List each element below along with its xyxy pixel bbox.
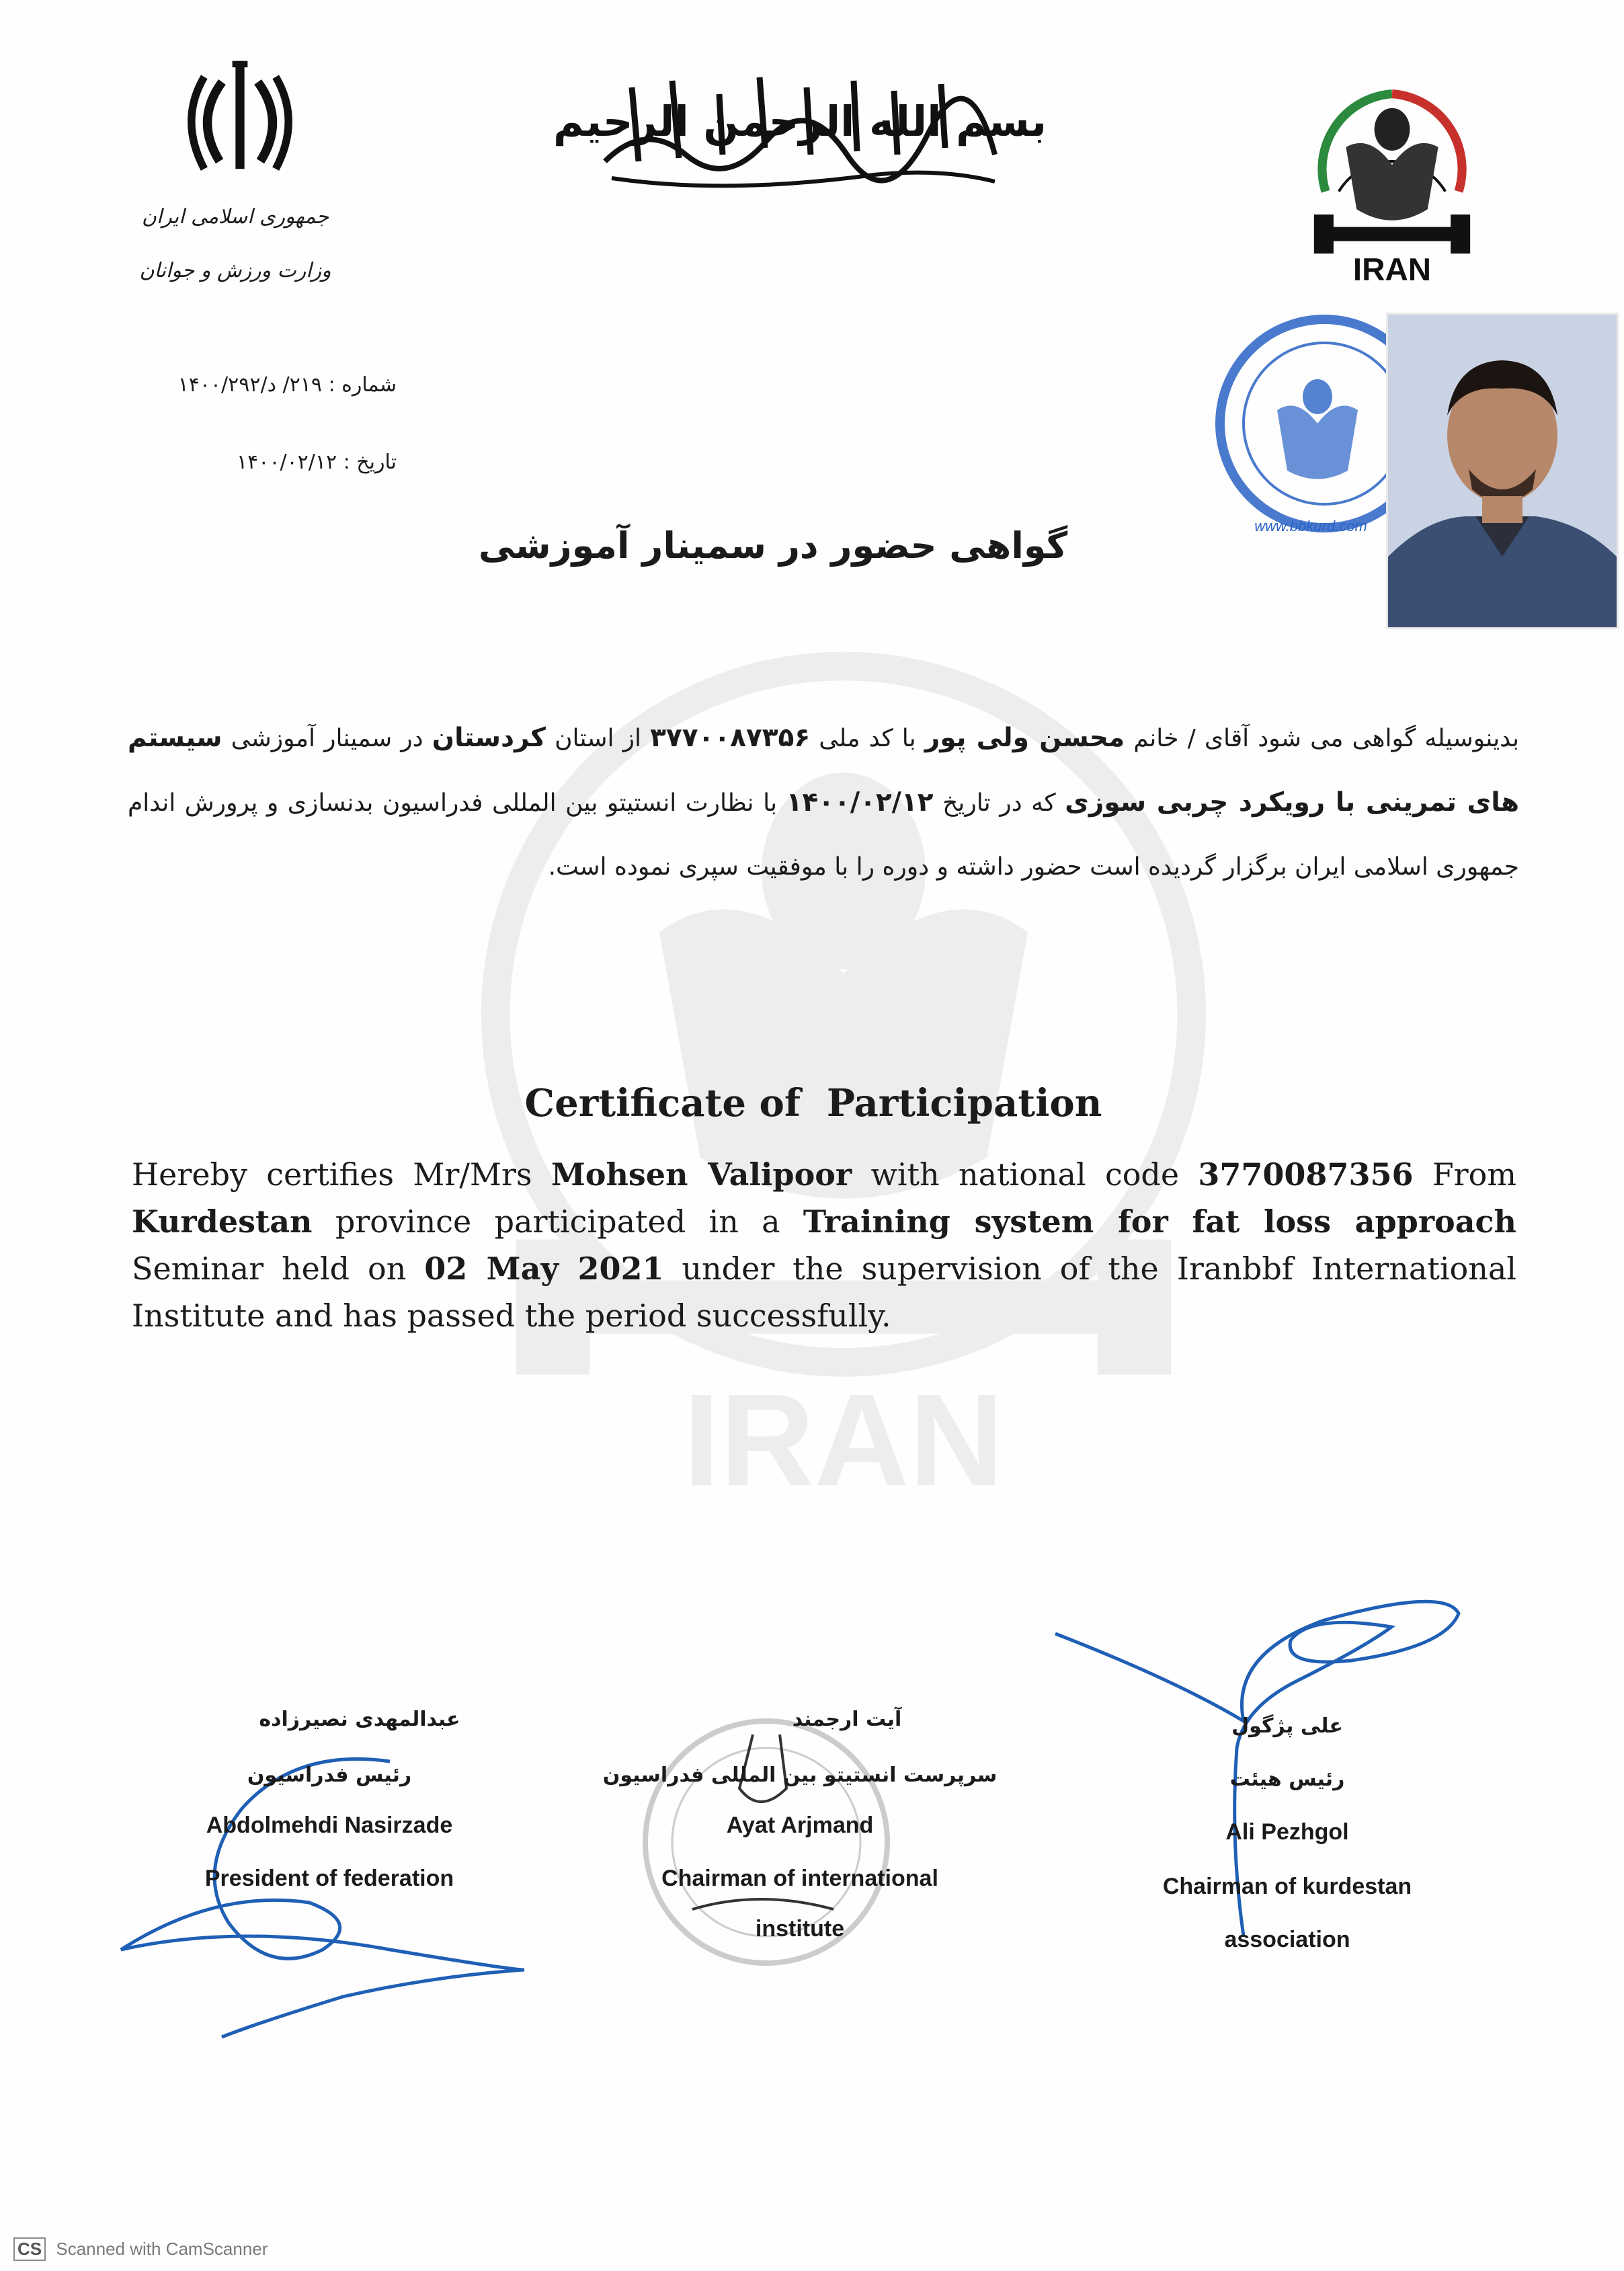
en-text-4: province participated in a	[312, 1203, 803, 1240]
sig3-en-name: Ali Pezhgol	[1225, 1819, 1349, 1845]
portrait-image	[1388, 315, 1617, 627]
fa-text-4: در سمینار آموزشی	[231, 725, 423, 752]
persian-body	[128, 706, 1519, 899]
svg-text:IRAN: IRAN	[1352, 251, 1432, 288]
fa-text-2: با کد ملی	[819, 725, 916, 752]
en-province: Kurdestan	[132, 1203, 313, 1240]
sig2-en-role-line2: institute	[755, 1916, 845, 1942]
signatory-president	[87, 1708, 531, 1892]
en-text-3: From	[1413, 1156, 1516, 1193]
letter-number	[114, 373, 397, 397]
sig2-fa-role: سرپرست انستیتو بین المللی فدراسیون	[602, 1763, 998, 1787]
en-text-2: with national code	[852, 1156, 1199, 1193]
iran-emblem-icon	[176, 56, 304, 184]
date-label: تاریخ :	[343, 450, 397, 474]
sig3-fa-role: رئیس هیئت	[1229, 1767, 1345, 1791]
svg-text:www.bbkurd.com: www.bbkurd.com	[1254, 518, 1367, 534]
number-value: ۲۱۹/ د/۱۴۰۰/۲۹۲	[177, 373, 322, 397]
signatory-institute	[571, 1708, 1028, 1942]
camscanner-icon: CS	[13, 2237, 46, 2261]
participant-photo	[1386, 313, 1619, 629]
en-text-5: Seminar held on	[132, 1250, 425, 1287]
fa-text-5: که در تاریخ	[942, 789, 1056, 817]
fa-text-6: با نظارت انستیتو بین المللی فدراسیون بدنسازی و پرورش اندام جمهوری اسلامی ایران برگزار گردیده است حضور داشته و دوره را با موفقیت سپری نموده است.	[128, 789, 1519, 881]
fa-text-3: از استان	[555, 725, 641, 752]
ministry-line-1: جمهوری اسلامی ایران	[141, 205, 329, 229]
en-national-code: 3770087356	[1198, 1156, 1414, 1193]
english-body	[132, 1151, 1516, 1339]
sig2-fa-name: آیت ارجمند	[792, 1708, 902, 1731]
letter-date	[168, 450, 397, 474]
number-label: شماره :	[328, 373, 397, 397]
en-seminar-date: 02 May 2021	[424, 1250, 664, 1287]
sig1-en-role: President of federation	[204, 1866, 454, 1891]
fa-national-code: ۳۷۷۰۰۸۷۳۵۶	[650, 723, 811, 753]
fa-participant-name: محسن ولی پور	[924, 723, 1125, 753]
fa-seminar-date: ۱۴۰۰/۰۲/۱۲	[786, 787, 934, 818]
fa-seminar-title: سیستم های تمرینی با رویکرد چربی سوزی	[128, 723, 1519, 818]
ministry-line-2: وزارت ورزش و جوانان	[139, 259, 331, 282]
fa-text-1: بدینوسیله گواهی می شود آقای / خانم	[1133, 725, 1520, 752]
en-text-6: under the supervision of the Iranbbf International Institute and has passed the period successfully.	[132, 1250, 1516, 1334]
english-title: Certificate of Participation	[524, 1081, 1102, 1125]
sig3-en-role: Chairman of kurdestan	[1162, 1874, 1412, 1899]
kurdistan-board-stamp	[1210, 303, 1405, 551]
persian-title: گواهی حضور در سمینار آموزشی	[478, 524, 1068, 567]
svg-text:IRAN: IRAN	[683, 1367, 1004, 1514]
federation-logo	[1303, 67, 1481, 289]
sig2-en-name: Ayat Arjmand	[726, 1812, 874, 1838]
en-participant-name: Mohsen Valipoor	[551, 1156, 852, 1193]
en-text-1: Hereby certifies Mr/Mrs	[132, 1156, 551, 1193]
fa-province: کردستان	[432, 723, 546, 753]
scanner-footer	[13, 2237, 268, 2261]
sig3-fa-name: علی پژگول	[1231, 1714, 1343, 1738]
sig2-en-role: Chairman of international	[661, 1866, 938, 1891]
basmala-calligraphy	[553, 61, 1047, 195]
sig1-fa-role: رئیس فدراسیون	[247, 1763, 412, 1787]
signatory-association	[1089, 1714, 1486, 1953]
scanner-footer-text: Scanned with CamScanner	[56, 2239, 268, 2259]
sig1-fa-name: عبدالمهدی نصیرزاده	[259, 1708, 460, 1731]
date-value: ۱۴۰۰/۰۲/۱۲	[236, 450, 337, 474]
sig3-en-role-line2: association	[1224, 1927, 1350, 1952]
sig1-en-name: Abdolmehdi Nasirzade	[206, 1812, 453, 1838]
en-seminar-title: Training system for fat loss approach	[803, 1203, 1516, 1240]
svg-text:بسم الله الرحمن الرحیم: بسم الله الرحمن الرحیم	[553, 97, 1047, 146]
